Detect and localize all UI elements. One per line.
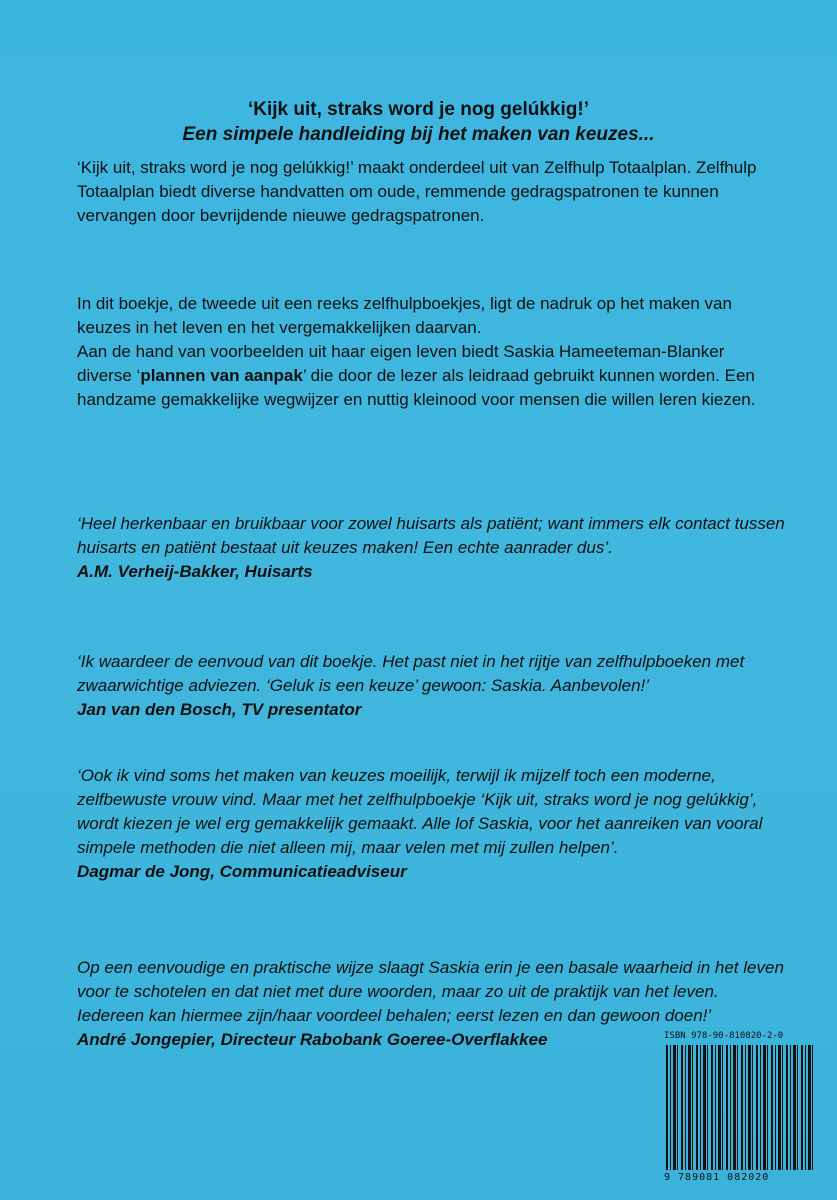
book-subtitle: Een simpele handleiding bij het maken van keuzes...	[182, 124, 655, 145]
blurb-paragraph-1: ‘Kijk uit, straks word je nog gelúkkig!’ maakt onderdeel uit van Zelfhulp Totaalplan. Zelfhulp Totaalplan biedt diverse handvatten om oude, remmende gedragspatronen te kunnen vervangen door bevrijdende nieuwe gedragspatronen.	[77, 158, 757, 225]
testimonial-author: A.M. Verheij-Bakker, Huisarts	[77, 562, 313, 581]
testimonial-text: ‘Ook ik vind soms het maken van keuzes moeilijk, terwijl ik mijzelf toch een moderne, zelfbewuste vrouw vind. Maar met het zelfhulpboekje ‘Kijk uit, straks word je nog gelúkkig’, wordt kiezen je wel erg gemakkelijk gemaakt. Alle lof Saskia, voor het aanreiken van vooral simpele methoden die niet alleen mij, maar velen met mij zullen helpen’.	[77, 766, 763, 857]
testimonial-author: Dagmar de Jong, Communicatieadviseur	[77, 862, 407, 881]
testimonial-author: Jan van den Bosch, TV presentator	[77, 700, 362, 719]
testimonial-text: ‘Ik waardeer de eenvoud van dit boekje. Het past niet in het rijtje van zelfhulpboeken met zwaarwichtige adviezen. ‘Geluk is een keuze’ gewoon: Saskia. Aanbevolen!’	[77, 652, 745, 695]
testimonial-text: ‘Heel herkenbaar en bruikbaar voor zowel huisarts als patiënt; want immers elk contact tussen huisarts en patiënt bestaat uit keuzes maken! Een echte aanrader dus’.	[77, 514, 785, 557]
book-title: ‘Kijk uit, straks word je nog gelúkkig!’	[247, 99, 589, 120]
testimonial-author: André Jongepier, Directeur Rabobank Goeree-Overflakkee	[77, 1030, 548, 1049]
barcode-icon	[666, 1045, 816, 1170]
blurb-paragraph-2: In dit boekje, de tweede uit een reeks zelfhulpboekjes, ligt de nadruk op het maken van keuzes in het leven en het vergemakkelijken daarvan.	[77, 294, 732, 337]
blurb-highlight: plannen van aanpak	[140, 366, 303, 385]
barcode-number: 9 789081 082020	[664, 1172, 770, 1183]
title-block	[60, 98, 777, 148]
isbn-label: ISBN 978-90-810820-2-0	[664, 1031, 784, 1041]
testimonial	[77, 650, 787, 722]
testimonial	[77, 764, 787, 884]
blurb-paragraph-3	[77, 340, 777, 412]
testimonial	[77, 512, 787, 584]
blurb-text: ’ die door de lezer als leidraad gebruikt kunnen worden. Een handzame gemakkelijke wegwijzer en nuttig kleinood voor mensen die willen leren kiezen.	[77, 366, 756, 409]
testimonial-text: Op een eenvoudige en praktische wijze slaagt Saskia erin je een basale waarheid in het leven voor te schotelen en dat niet met dure woorden, maar zo uit de praktijk van het leven. Iedereen kan hiermee zijn/haar voordeel behalen; eerst lezen en dan gewoon doen!’	[77, 958, 784, 1025]
blurb-text: Aan de hand van voorbeelden uit haar eigen leven biedt Saskia Hameeteman-Blanker diverse ‘	[77, 342, 725, 385]
